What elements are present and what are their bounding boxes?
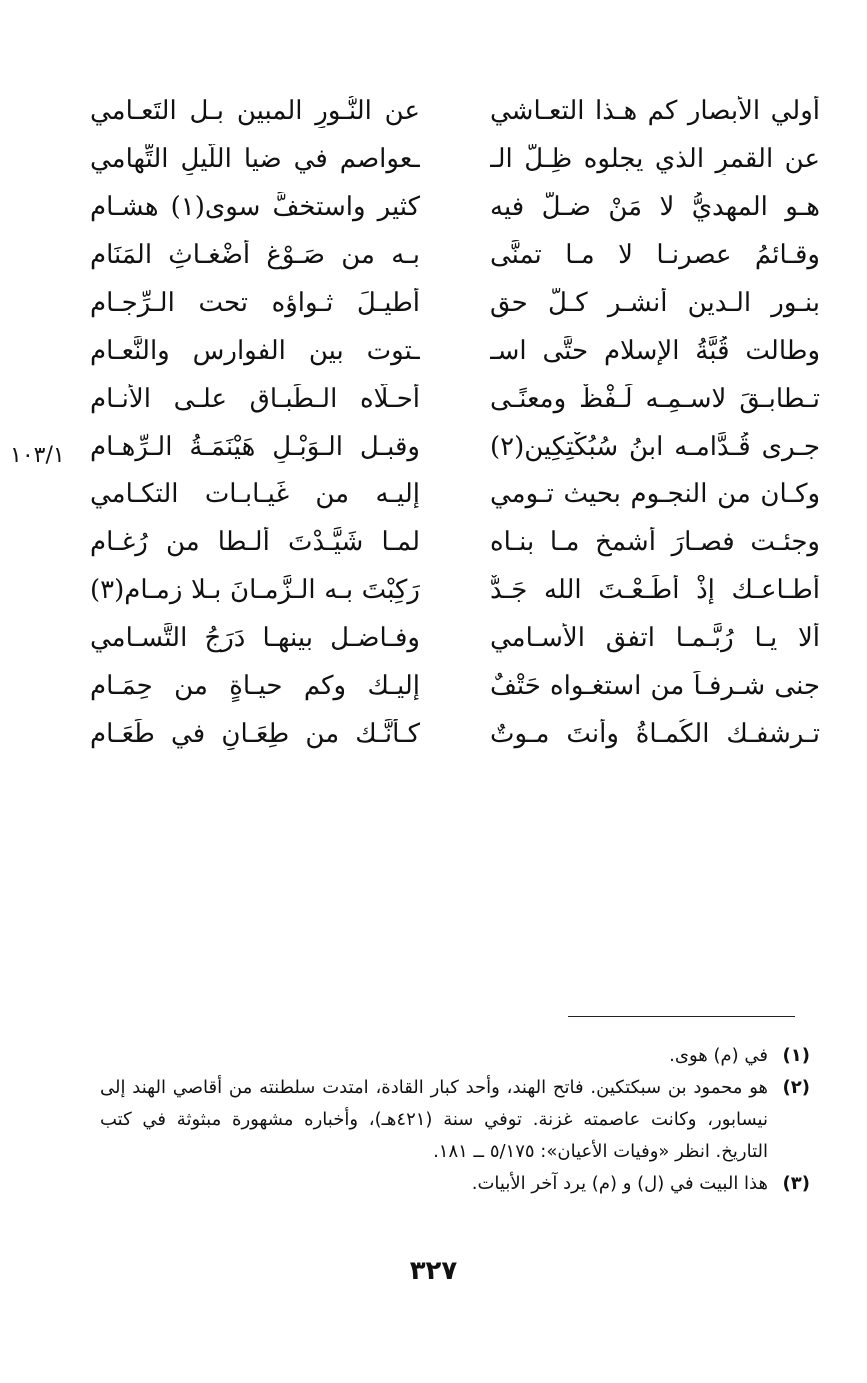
verse-row xyxy=(90,663,820,711)
verse-first-hemistich: وقـائمُ عصرنـا لا مـا تمنَّى xyxy=(490,240,820,271)
verse-first-hemistich: تـطابـقَ لاسـمِـه لَـفْظٌ ومعنًـى xyxy=(490,383,820,414)
verse-row xyxy=(90,471,820,519)
verse-second-hemistich: إليـه من غَيـابـات التكـامي xyxy=(90,479,420,510)
footnote-number: (٢) xyxy=(782,1077,810,1098)
verse-second-hemistich: وفـاضـل بينهـا دَرَجُ التَّسـامي xyxy=(90,623,420,654)
marginal-reference-note: ١٠٣/١ xyxy=(10,443,65,468)
verse-row xyxy=(90,184,820,232)
verse-first-hemistich: جـرى قُـدَّامـه ابنُ سُبُكْتِكِين(٢) xyxy=(490,431,820,462)
footnote xyxy=(100,1040,810,1072)
verse-second-hemistich: بـه من صَـوْغِ أَضْغـاثِ المَنَام xyxy=(90,240,420,271)
poem-verses xyxy=(90,88,820,758)
footnote-separator xyxy=(568,1016,795,1017)
verse-row xyxy=(90,423,820,471)
verse-row xyxy=(90,375,820,423)
footnote-number: (٣) xyxy=(782,1173,810,1194)
verse-second-hemistich: رَكِبْتَ بـه الـزَّمـانَ بـلا زمـام(٣) xyxy=(90,575,420,606)
verse-row xyxy=(90,567,820,615)
verse-first-hemistich: وجئـت فصـارَ أشمخ مـا بنـاه xyxy=(490,527,820,558)
footnote-text: هو محمود بن سبكتكين. فاتح الهند، وأحد كبار القادة، امتدت سلطنته من أقاصي الهند إلى نيسابور، وكانت عاصمته غزنة. توفي سنة (٤٢١هـ)، وأخباره مشهورة مبثوثة في كتب التاريخ. انظر «وفيات الأعيان»: ٥/١٧٥ ــ ١٨١. xyxy=(100,1077,768,1162)
verse-first-hemistich: أُولي الأبصار كم هـذا التعـاشي xyxy=(490,96,820,127)
footnote xyxy=(100,1168,810,1200)
verse-row xyxy=(90,615,820,663)
footnote-text: هذا البيت في (ل) و (م) يرد آخر الأبيات. xyxy=(471,1173,768,1194)
verse-second-hemistich: كـأنَّـك من طِعَـانٍ في طَعَـام xyxy=(90,718,420,749)
verse-second-hemistich: ـتوت بين الفوارس والنَّعـام xyxy=(90,335,420,366)
verse-first-hemistich: أطـاعـك إذْ أَطَـعْـتَ الله جَـدٌّ xyxy=(490,575,820,606)
verse-row xyxy=(90,136,820,184)
verse-row xyxy=(90,232,820,280)
verse-first-hemistich: وطالت قُبَّةُ الإسلام حتَّى اسـ xyxy=(490,335,820,366)
verse-second-hemistich: عن النُّـورِ المبين بـل التَعـامي xyxy=(90,96,420,127)
verse-second-hemistich: لمـا شَيَّـدْتَ ألـطا من رُغـام xyxy=(90,527,420,558)
footnote-text: في (م) هوى. xyxy=(669,1045,768,1066)
verse-row xyxy=(90,327,820,375)
verse-second-hemistich: أُطيـلَ ثـواؤه تحت الـرِّجـام xyxy=(90,287,420,318)
verse-first-hemistich: وكـان من النجـوم بحيث تـومي xyxy=(490,479,820,510)
footnote-number: (١) xyxy=(782,1045,810,1066)
verse-first-hemistich: عن القمرِ الذي يجلوه ظِـلُّ الـ xyxy=(490,144,820,175)
verse-first-hemistich: هـو المهديُّ لا مَنْ ضـلَّ فيه xyxy=(490,192,820,223)
verse-second-hemistich: كثير واستخفَّ سوى(١) هشـام xyxy=(90,192,420,223)
verse-first-hemistich: ألا يـا رُبَّـمـا اتفق الأسـامي xyxy=(490,623,820,654)
verse-row xyxy=(90,88,820,136)
verse-second-hemistich: أحـلَّاه الـطِّبـاق علـى الأنـام xyxy=(90,383,420,414)
footnotes xyxy=(100,1040,810,1200)
footnote xyxy=(100,1072,810,1168)
verse-second-hemistich: وقبـل الـوَبْـلِ هَيْنَمَـةُ الـرِّهـام xyxy=(90,431,420,462)
verse-first-hemistich: بنـور الـدين أُنشـر كـلُّ حقٍ xyxy=(490,287,820,318)
verse-first-hemistich: تـرشفـك الكُمـاةُ وأنتَ مـوتٌ xyxy=(490,718,820,749)
page-number: ٣٢٧ xyxy=(409,1256,458,1286)
verse-row xyxy=(90,711,820,759)
verse-row xyxy=(90,280,820,328)
verse-second-hemistich: ـعواصمِ في ضيا اللَّيلِ التِّهامي xyxy=(90,144,420,175)
verse-row xyxy=(90,519,820,567)
verse-first-hemistich: جنى شـرفـاً من استغـواه حَتْفٌ xyxy=(490,671,820,702)
verse-second-hemistich: إليـك وكم حيـاةٍ من حِمَـام xyxy=(90,671,420,702)
